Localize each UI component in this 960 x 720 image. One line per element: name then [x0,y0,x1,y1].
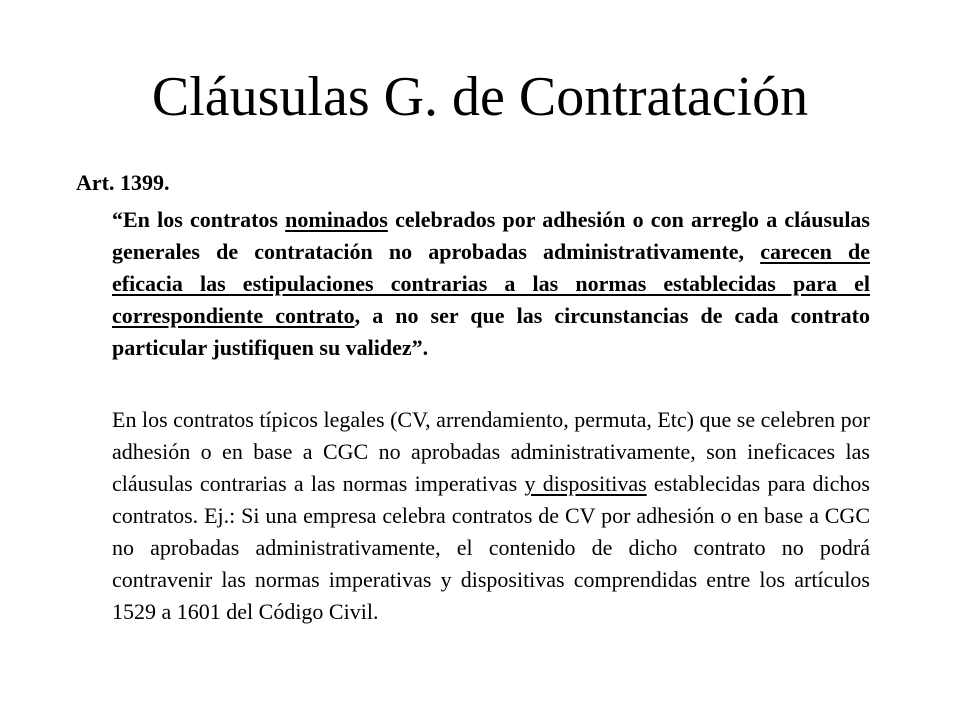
body-text-2: establecidas para dichos contratos. Ej.: Si una empresa celebra contratos de CV por adhesión o en base a CGC no aprobadas administrativamente, el contenido de dicho contrato no podrá contravenir las normas imperativas y dispositivas comprendidas entre los artículos 1529 a 1601 del Código Civil. [112,471,870,624]
quote-text-3: , a no ser que las circunstancias de cada contrato particular justifiquen su validez”. [112,303,870,360]
article-number: Art. 1399. [76,170,170,195]
explanation-paragraph [112,404,870,628]
slide-title: Cláusulas G. de Contratación [151,66,809,128]
body-text-1: En los contratos típicos legales (CV, arrendamiento, permuta, Etc) que se celebren por adhesión o en base a CGC no aprobadas administrativamente, son ineficaces las cláusulas contrarias a las normas imperativas [112,407,870,496]
quote-underline-eficacia: carecen de eficacia las estipulaciones contrarias a las normas establecidas para el correspondiente contrato [112,239,870,328]
quote-text-1: “En los contratos [112,207,286,232]
article-quote [112,204,870,364]
quote-underline-nominados: nominados [285,207,388,232]
body-underline-dispositivas: y dispositivas [524,471,647,496]
quote-text-2: celebrados por adhesión o con arreglo a cláusulas generales de contratación no aprobadas administrativamente, [112,207,870,264]
